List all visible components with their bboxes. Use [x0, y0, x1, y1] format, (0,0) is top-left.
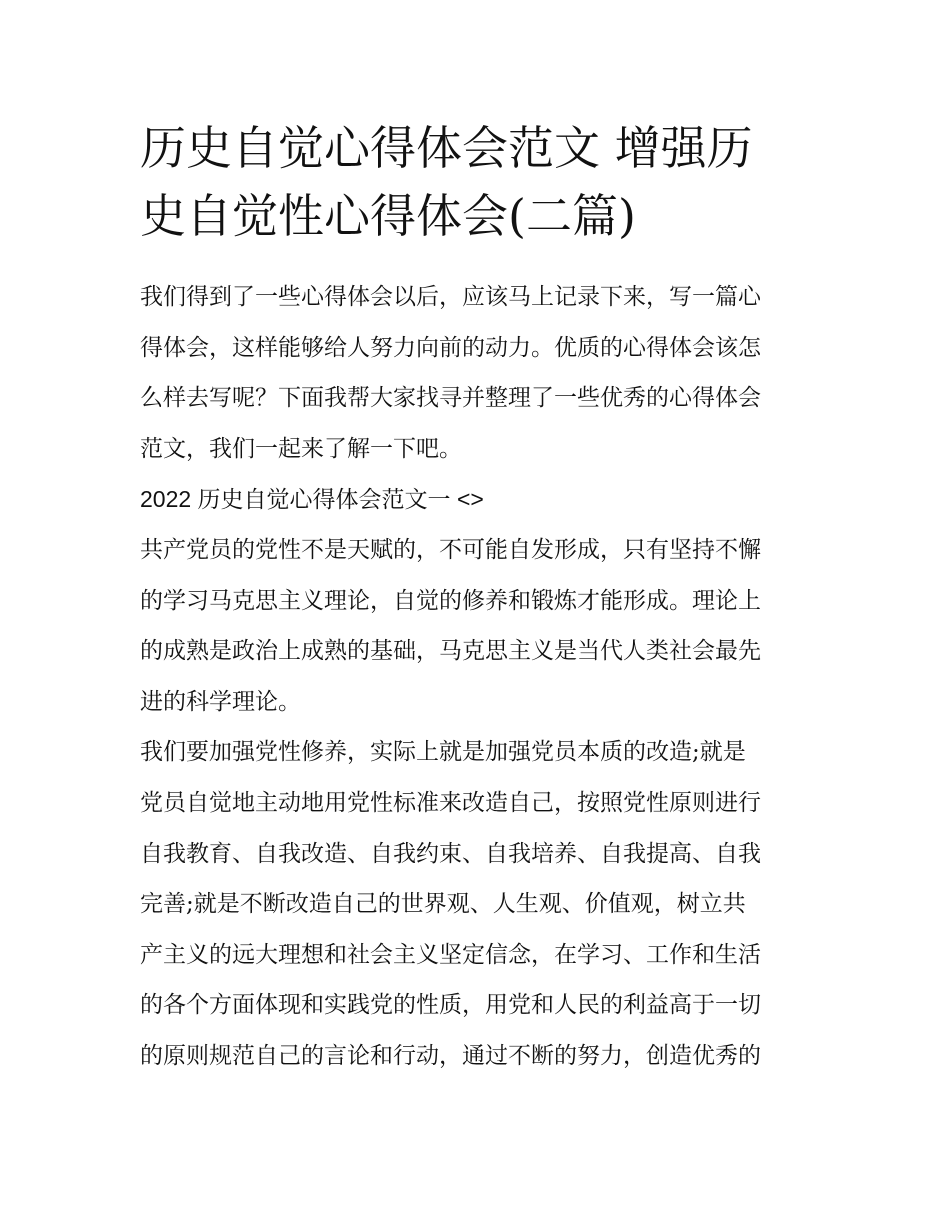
paragraph-2-line-2: 党员自觉地主动地用党性标准来改造自己，按照党性原则进行: [140, 789, 761, 816]
paragraph-1-line-3: 的成熟是政治上成熟的基础，马克思主义是当代人类社会最先: [140, 638, 761, 665]
title-line-1: 历史自觉心得体会范文 增强历: [140, 121, 753, 175]
paragraph-1-line-4: 进的科学理论。: [140, 688, 301, 715]
intro-line-4: 范文，我们一起来了解一下吧。: [140, 435, 462, 462]
paragraph-1-line-1: 共产党员的党性不是天赋的，不可能自发形成，只有坚持不懈: [140, 536, 761, 563]
document-body: [140, 272, 812, 1082]
paragraph-2-line-1: 我们要加强党性修养，实际上就是加强党员本质的改造;就是: [140, 739, 746, 766]
paragraph-2-line-3: 自我教育、自我改造、自我约束、自我培养、自我提高、自我: [140, 840, 761, 867]
document-page: [140, 114, 812, 1082]
paragraph-2-line-7: 的原则规范自己的言论和行动，通过不断的努力，创造优秀的: [140, 1042, 761, 1069]
intro-line-1: 我们得到了一些心得体会以后，应该马上记录下来，写一篇心: [140, 284, 761, 310]
section-heading: 2022 历史自觉心得体会范文一 <>: [140, 486, 484, 513]
paragraph-2-line-4: 完善;就是不断改造自己的世界观、人生观、价值观，树立共: [140, 891, 746, 918]
paragraph-2-line-5: 产主义的远大理想和社会主义坚定信念，在学习、工作和生活: [140, 941, 761, 968]
paragraph-2-line-6: 的各个方面体现和实践党的性质，用党和人民的利益高于一切: [140, 992, 761, 1019]
title-line-2: 史自觉性心得体会(二篇): [140, 189, 636, 243]
document-title: [140, 114, 812, 250]
intro-line-3: 么样去写呢？下面我帮大家找寻并整理了一些优秀的心得体会: [140, 385, 761, 412]
intro-line-2: 得体会，这样能够给人努力向前的动力。优质的心得体会该怎: [140, 334, 761, 361]
paragraph-1-line-2: 的学习马克思主义理论，自觉的修养和锻炼才能形成。理论上: [140, 587, 761, 614]
